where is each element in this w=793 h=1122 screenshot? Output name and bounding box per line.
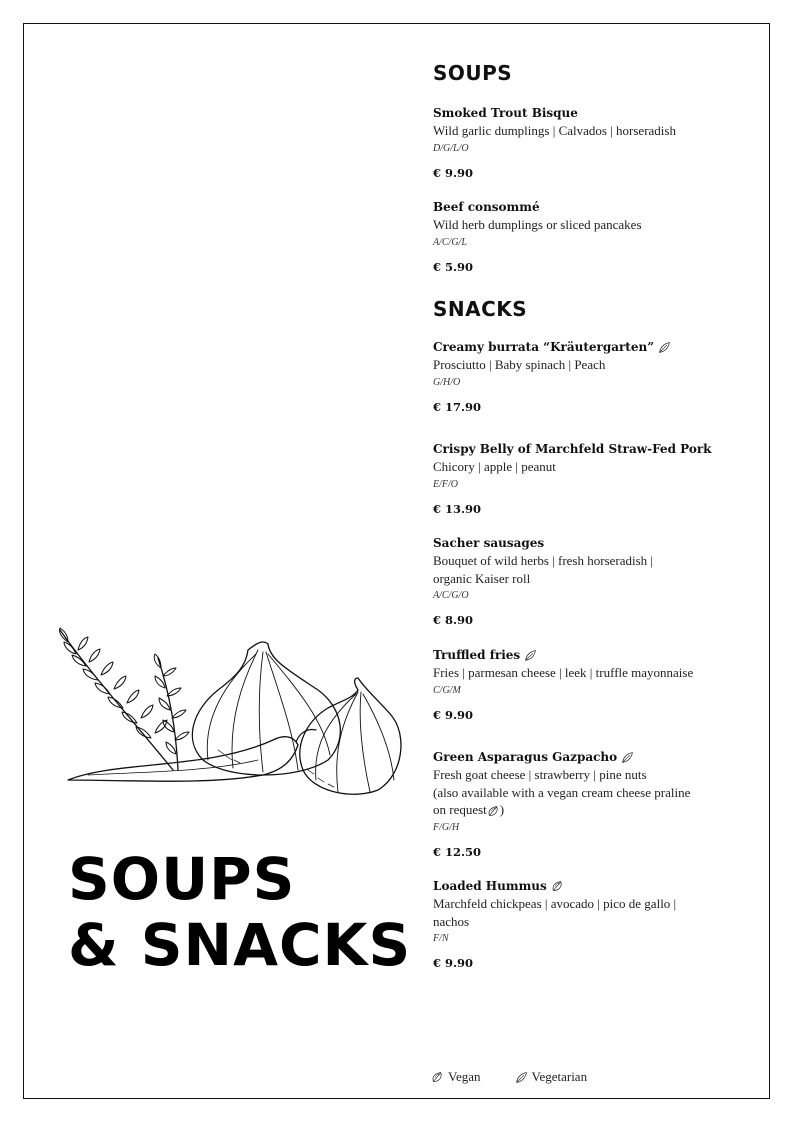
item-name: Crispy Belly of Marchfeld Straw-Fed Pork bbox=[433, 442, 712, 456]
allergen-codes: G/H/O bbox=[433, 376, 461, 388]
item-description: Prosciutto | Baby spinach | Peach bbox=[433, 357, 606, 372]
allergen-codes: A/C/G/O bbox=[433, 590, 469, 601]
item-description: Wild herb dumplings or sliced pancakes bbox=[433, 217, 642, 232]
menu-item-sacher-sausages bbox=[433, 535, 753, 628]
item-name: Green Asparagus Gazpacho bbox=[433, 750, 618, 764]
menu-item-truffled-fries bbox=[433, 647, 753, 723]
allergen-codes: E/F/O bbox=[433, 478, 458, 490]
item-price: € 9.90 bbox=[433, 956, 474, 970]
page-title-line-2: & SNACKS bbox=[68, 911, 412, 979]
menu-item-creamy-burrata bbox=[433, 339, 753, 415]
allergen-codes: A/C/G/L bbox=[433, 236, 467, 248]
item-name-row bbox=[433, 878, 753, 895]
item-description-line-3-end: ) bbox=[499, 802, 505, 817]
item-description-line-1: Bouquet of wild herbs | fresh horseradish | bbox=[433, 553, 654, 568]
item-name: Smoked Trout Bisque bbox=[433, 106, 578, 120]
allergen-codes: D/G/L/O bbox=[433, 142, 469, 154]
diet-legend bbox=[431, 1069, 587, 1085]
allergen-codes: C/G/M bbox=[433, 684, 461, 696]
item-name: Beef consommé bbox=[433, 200, 540, 214]
item-price: € 12.50 bbox=[433, 844, 482, 859]
item-price: € 13.90 bbox=[433, 501, 482, 516]
legend-vegetarian-label: Vegetarian bbox=[531, 1069, 588, 1084]
item-description-line-1: Marchfeld chickpeas | avocado | pico de gallo | bbox=[433, 896, 677, 911]
vegan-leaf-icon bbox=[431, 1071, 444, 1084]
page-title-line-1: SOUPS bbox=[68, 845, 296, 913]
page-title bbox=[68, 846, 411, 978]
vegan-leaf-icon bbox=[551, 880, 564, 893]
item-name: Creamy burrata “Kräutergarten” bbox=[433, 340, 655, 354]
item-price: € 17.90 bbox=[433, 399, 482, 414]
item-name: Loaded Hummus bbox=[433, 879, 547, 893]
item-price: € 9.90 bbox=[433, 165, 474, 180]
item-name: Sacher sausages bbox=[433, 536, 545, 550]
section-title-snacks: SNACKS bbox=[433, 297, 528, 321]
item-name-row bbox=[433, 339, 753, 356]
garlic-herbs-illustration bbox=[58, 620, 408, 810]
item-description: Fries | parmesan cheese | leek | truffle mayonnaise bbox=[433, 665, 694, 680]
vegetarian-leaf-icon bbox=[524, 649, 537, 662]
menu-item-asparagus-gazpacho bbox=[433, 749, 753, 860]
menu-item-loaded-hummus bbox=[433, 878, 753, 971]
menu-item-crispy-pork-belly bbox=[433, 441, 753, 517]
allergen-codes: F/G/H bbox=[433, 821, 460, 833]
item-description: Wild garlic dumplings | Calvados | horseradish bbox=[433, 123, 676, 138]
item-description-line-2: nachos bbox=[433, 913, 470, 929]
allergen-codes: F/N bbox=[433, 933, 449, 944]
item-description: Chicory | apple | peanut bbox=[433, 459, 556, 474]
item-name: Truffled fries bbox=[433, 648, 521, 662]
item-price: € 8.90 bbox=[433, 613, 474, 627]
item-name-row bbox=[433, 647, 753, 664]
legend-vegan bbox=[431, 1069, 481, 1085]
menu-item-beef-consomme bbox=[433, 199, 753, 275]
menu-item-smoked-trout-bisque bbox=[433, 105, 753, 181]
item-description-line-3 bbox=[433, 801, 753, 819]
item-price: € 9.90 bbox=[433, 707, 474, 722]
item-name-row bbox=[433, 749, 753, 766]
legend-vegan-label: Vegan bbox=[448, 1069, 481, 1084]
item-description-line-1: Fresh goat cheese | strawberry | pine nuts bbox=[433, 767, 647, 782]
legend-vegetarian bbox=[515, 1069, 588, 1085]
item-price: € 5.90 bbox=[433, 259, 474, 274]
vegan-leaf-icon bbox=[487, 805, 500, 818]
item-description-line-2: organic Kaiser roll bbox=[433, 570, 531, 586]
vegetarian-leaf-icon bbox=[515, 1071, 528, 1084]
item-description-line-3-text: on request bbox=[433, 802, 487, 817]
item-description-line-2: (also available with a vegan cream cheese praline bbox=[433, 784, 691, 800]
section-title-soups: SOUPS bbox=[433, 61, 513, 85]
vegetarian-leaf-icon bbox=[658, 341, 671, 354]
vegetarian-leaf-icon bbox=[621, 751, 634, 764]
